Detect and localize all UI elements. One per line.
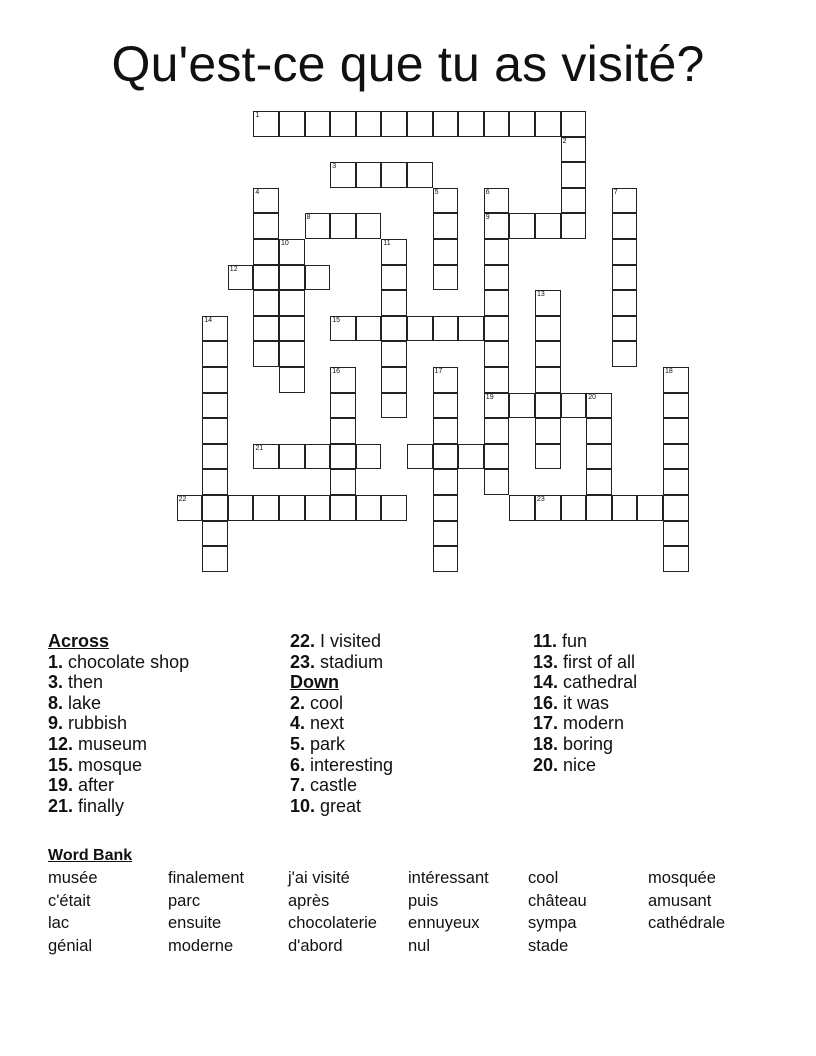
- clue-number: 3.: [48, 672, 64, 693]
- crossword-cell[interactable]: [330, 418, 356, 444]
- crossword-cell[interactable]: [637, 495, 663, 521]
- crossword-cell[interactable]: [253, 341, 279, 367]
- crossword-cell[interactable]: [305, 444, 331, 470]
- crossword-cell[interactable]: [356, 162, 382, 188]
- clue-number: 16.: [533, 692, 559, 713]
- clue-number: 18.: [533, 733, 559, 754]
- crossword-cell[interactable]: [433, 495, 459, 521]
- clue-number-label: 1: [255, 112, 260, 119]
- word-bank-item: c'était: [48, 891, 91, 910]
- crossword-cell[interactable]: [612, 239, 638, 265]
- word-bank-heading: Word Bank: [48, 847, 133, 864]
- clue-number-label: 18: [665, 368, 673, 375]
- crossword-cell[interactable]: [356, 213, 382, 239]
- crossword-cell[interactable]: [484, 393, 510, 419]
- crossword-cell[interactable]: [330, 162, 356, 188]
- crossword-cell[interactable]: [202, 367, 228, 393]
- crossword-cell[interactable]: [484, 316, 510, 342]
- clue-number-label: 7: [613, 188, 618, 196]
- crossword-cell[interactable]: [586, 393, 612, 419]
- crossword-cell[interactable]: [535, 444, 561, 470]
- clue-number: 19.: [48, 775, 74, 796]
- crossword-cell[interactable]: [509, 495, 535, 521]
- crossword-cell[interactable]: [663, 367, 689, 393]
- crossword-cell[interactable]: [509, 213, 535, 239]
- word-bank-item: ennuyeux: [408, 914, 480, 933]
- crossword-cell[interactable]: [535, 341, 561, 367]
- crossword-cell[interactable]: [458, 111, 484, 137]
- word-bank-item: parc: [168, 891, 201, 910]
- clue-number: 9.: [48, 713, 64, 734]
- crossword-cell[interactable]: [433, 469, 459, 495]
- crossword-cell[interactable]: [253, 265, 279, 291]
- crossword-cell[interactable]: [279, 111, 305, 137]
- crossword-cell[interactable]: [381, 495, 407, 521]
- clue-number: 2.: [290, 692, 306, 713]
- crossword-cell[interactable]: [484, 239, 510, 265]
- clue-text: park: [305, 733, 346, 754]
- crossword-cell[interactable]: [253, 111, 279, 137]
- clue-number: 11.: [533, 631, 558, 651]
- clue-number: 22.: [290, 631, 316, 651]
- crossword-cell[interactable]: [535, 367, 561, 393]
- clue-item: [533, 713, 637, 734]
- crossword-cell[interactable]: [253, 316, 279, 342]
- crossword-cell[interactable]: [561, 137, 587, 163]
- clue-number-label: 17: [434, 368, 443, 375]
- clue-text: boring: [558, 733, 614, 754]
- clues-column-2: [290, 631, 393, 816]
- crossword-cell[interactable]: [407, 444, 433, 470]
- clue-number: 15.: [48, 754, 74, 775]
- clue-text: cool: [305, 692, 344, 713]
- clue-number: 10.: [290, 795, 316, 816]
- crossword-cell[interactable]: [202, 521, 228, 547]
- crossword-cell[interactable]: [612, 213, 638, 239]
- crossword-cell[interactable]: [509, 111, 535, 137]
- clue-number: 23.: [290, 651, 316, 672]
- clues-column-1: [48, 631, 189, 816]
- crossword-cell[interactable]: [381, 316, 407, 342]
- crossword-cell[interactable]: [356, 111, 382, 137]
- word-bank-item: nul: [408, 936, 431, 955]
- crossword-cell[interactable]: [484, 444, 510, 470]
- crossword-cell[interactable]: [612, 495, 638, 521]
- crossword-cell[interactable]: [253, 188, 279, 214]
- clue-number-label: 20: [588, 393, 596, 401]
- clue-number-label: 19: [485, 393, 494, 401]
- crossword-cell[interactable]: [381, 239, 407, 265]
- crossword-cell[interactable]: [330, 367, 356, 393]
- crossword-cell[interactable]: [663, 418, 689, 444]
- clue-number: 14.: [533, 672, 559, 693]
- crossword-cell[interactable]: [484, 213, 510, 239]
- word-bank-item: j'ai visité: [288, 869, 350, 887]
- crossword-cell[interactable]: [561, 495, 587, 521]
- clue-item: [533, 734, 637, 755]
- clue-item: [48, 775, 189, 796]
- clue-number-label: 4: [255, 188, 260, 196]
- clue-number-label: 9: [485, 214, 490, 222]
- clue-text: great: [315, 795, 362, 816]
- crossword-cell[interactable]: [279, 444, 305, 470]
- crossword-cell[interactable]: [433, 393, 459, 419]
- word-bank-item: château: [528, 891, 587, 910]
- crossword-cell[interactable]: [458, 444, 484, 470]
- clue-item: [290, 652, 393, 673]
- crossword-cell[interactable]: [279, 316, 305, 342]
- crossword-cell[interactable]: [535, 393, 561, 419]
- clue-text: fun: [557, 631, 588, 651]
- crossword-cell[interactable]: [535, 213, 561, 239]
- clue-number-label: 22: [178, 496, 187, 503]
- clue-text: then: [63, 672, 104, 693]
- clue-item: [48, 713, 189, 734]
- crossword-cell[interactable]: [535, 111, 561, 137]
- clue-item: [533, 693, 637, 714]
- crossword-cell[interactable]: [407, 316, 433, 342]
- clue-item: [533, 755, 637, 776]
- word-bank-item: amusant: [648, 891, 712, 910]
- clue-number-label: 15: [332, 316, 340, 324]
- clue-number-label: 16: [332, 368, 340, 375]
- clue-text: lake: [63, 692, 102, 713]
- crossword-cell[interactable]: [433, 521, 459, 547]
- word-bank-item: chocolaterie: [288, 914, 377, 933]
- crossword-cell[interactable]: [663, 469, 689, 495]
- crossword-cell[interactable]: [433, 111, 459, 137]
- word-bank-item: cool: [528, 869, 559, 887]
- clue-number-label: 2: [562, 137, 567, 145]
- crossword-cell[interactable]: [458, 316, 484, 342]
- crossword-cell[interactable]: [484, 469, 510, 495]
- crossword-cell[interactable]: [433, 444, 459, 470]
- clue-text: cathedral: [558, 672, 638, 693]
- crossword-cell[interactable]: [330, 213, 356, 239]
- crossword-cell[interactable]: [509, 393, 535, 419]
- crossword-cell[interactable]: [202, 495, 228, 521]
- crossword-cell[interactable]: [586, 444, 612, 470]
- clue-number-label: 21: [255, 444, 264, 452]
- crossword-cell[interactable]: [279, 265, 305, 291]
- crossword-cell[interactable]: [253, 290, 279, 316]
- crossword-cell[interactable]: [253, 495, 279, 521]
- clue-item: [48, 672, 189, 693]
- crossword-cell[interactable]: [279, 495, 305, 521]
- crossword-cell[interactable]: [305, 213, 331, 239]
- crossword-cell[interactable]: [484, 367, 510, 393]
- crossword-cell[interactable]: [484, 341, 510, 367]
- clue-item: [48, 734, 189, 755]
- page-title: Qu'est-ce que tu as visité?: [111, 36, 705, 92]
- crossword-cell[interactable]: [433, 265, 459, 291]
- clue-number-label: 12: [229, 265, 238, 273]
- clue-number-label: 11: [383, 240, 391, 247]
- clue-number: 13.: [533, 651, 559, 672]
- clue-text: next: [305, 713, 345, 734]
- clue-item: [48, 693, 189, 714]
- word-bank-item: lac: [48, 914, 70, 933]
- crossword-cell[interactable]: [663, 521, 689, 547]
- clue-number-label: 10: [281, 240, 289, 247]
- crossword-cell[interactable]: [253, 444, 279, 470]
- crossword-cell[interactable]: [305, 265, 331, 291]
- crossword-cell[interactable]: [356, 495, 382, 521]
- crossword-cell[interactable]: [305, 111, 331, 137]
- crossword-cell[interactable]: [356, 444, 382, 470]
- clue-item: [290, 734, 393, 755]
- crossword-cell[interactable]: [381, 341, 407, 367]
- crossword-cell[interactable]: [202, 341, 228, 367]
- crossword-cell[interactable]: [561, 213, 587, 239]
- clue-number-label: 13: [537, 291, 545, 299]
- crossword-cell[interactable]: [279, 290, 305, 316]
- crossword-cell[interactable]: [253, 213, 279, 239]
- clue-number-label: 14: [204, 316, 212, 324]
- crossword-cell[interactable]: [330, 316, 356, 342]
- clue-item: [48, 796, 189, 817]
- crossword-cell[interactable]: [356, 316, 382, 342]
- clue-item: [290, 713, 393, 734]
- clue-number: 1.: [48, 651, 64, 672]
- clue-item: [533, 631, 637, 652]
- crossword-cell[interactable]: [253, 239, 279, 265]
- crossword-cell[interactable]: [433, 367, 459, 393]
- crossword-cell[interactable]: [663, 495, 689, 521]
- crossword-cell[interactable]: [561, 162, 587, 188]
- clue-item: [48, 755, 189, 776]
- crossword-cell[interactable]: [612, 290, 638, 316]
- crossword-cell[interactable]: [612, 265, 638, 291]
- word-bank-item: musée: [48, 869, 98, 887]
- clue-text: finally: [73, 795, 125, 816]
- crossword-cell[interactable]: [305, 495, 331, 521]
- clue-text: modern: [558, 713, 625, 734]
- clue-text: it was: [558, 692, 610, 713]
- clue-item: [48, 652, 189, 673]
- crossword-cell[interactable]: [484, 265, 510, 291]
- crossword-cell[interactable]: [433, 188, 459, 214]
- crossword-cell[interactable]: [330, 111, 356, 137]
- word-bank-item: moderne: [168, 936, 234, 955]
- crossword-cell[interactable]: [381, 162, 407, 188]
- crossword-cell[interactable]: [484, 418, 510, 444]
- crossword-cell[interactable]: [586, 418, 612, 444]
- word-bank-item: intéressant: [408, 869, 489, 887]
- clue-number-label: 6: [485, 188, 490, 196]
- word-bank-item: mosquée: [648, 869, 716, 887]
- crossword-cell[interactable]: [586, 495, 612, 521]
- clue-number-label: 23: [537, 496, 545, 503]
- crossword-cell[interactable]: [586, 469, 612, 495]
- clue-number: 12.: [48, 733, 74, 754]
- word-bank-item: ensuite: [168, 914, 222, 933]
- crossword-cell[interactable]: [279, 341, 305, 367]
- clue-text: museum: [73, 733, 148, 754]
- crossword-cell[interactable]: [535, 495, 561, 521]
- clue-text: first of all: [558, 651, 636, 672]
- clue-text: interesting: [305, 754, 394, 775]
- clue-number-label: 8: [306, 214, 311, 222]
- crossword-cell[interactable]: [484, 290, 510, 316]
- crossword-cell[interactable]: [433, 239, 459, 265]
- crossword-cell[interactable]: [381, 290, 407, 316]
- word-bank-item: d'abord: [288, 936, 343, 955]
- crossword-cell[interactable]: [381, 111, 407, 137]
- crossword-cell[interactable]: [330, 469, 356, 495]
- clue-item: [290, 631, 393, 652]
- clue-text: castle: [305, 775, 358, 796]
- word-bank-item: sympa: [528, 914, 577, 933]
- clues-column-3: [533, 631, 637, 775]
- clue-text: after: [73, 775, 115, 796]
- crossword-cell[interactable]: [202, 316, 228, 342]
- clue-text: I visited: [315, 631, 382, 651]
- crossword-cell[interactable]: [663, 546, 689, 572]
- clue-number: 4.: [290, 713, 306, 734]
- word-bank-item: génial: [48, 936, 93, 955]
- crossword-cell[interactable]: [381, 367, 407, 393]
- crossword-cell[interactable]: [279, 367, 305, 393]
- crossword-cell[interactable]: [535, 290, 561, 316]
- clue-number: 20.: [533, 754, 559, 775]
- crossword-cell[interactable]: [663, 444, 689, 470]
- clue-number-label: 5: [434, 188, 439, 196]
- crossword-cell[interactable]: [612, 341, 638, 367]
- crossword-cell[interactable]: [433, 546, 459, 572]
- crossword-cell[interactable]: [612, 188, 638, 214]
- crossword-cell[interactable]: [663, 393, 689, 419]
- word-bank-item: après: [288, 891, 330, 910]
- crossword-cell[interactable]: [202, 418, 228, 444]
- crossword-cell[interactable]: [330, 393, 356, 419]
- clue-number: 21.: [48, 795, 74, 816]
- crossword-cell[interactable]: [330, 495, 356, 521]
- crossword-cell[interactable]: [202, 546, 228, 572]
- crossword-cell[interactable]: [177, 495, 203, 521]
- crossword-cell[interactable]: [484, 188, 510, 214]
- crossword-cell[interactable]: [535, 418, 561, 444]
- clue-item: [290, 796, 393, 817]
- crossword-cell[interactable]: [279, 239, 305, 265]
- clue-text: nice: [558, 754, 597, 775]
- clue-number: 6.: [290, 754, 306, 775]
- crossword-cell[interactable]: [561, 393, 587, 419]
- crossword-cell[interactable]: [202, 469, 228, 495]
- word-bank-item: stade: [528, 936, 569, 955]
- clue-number: 5.: [290, 733, 306, 754]
- crossword-cell[interactable]: [228, 495, 254, 521]
- crossword-cell[interactable]: [612, 316, 638, 342]
- clue-item: [290, 775, 393, 796]
- clue-item: [533, 652, 637, 673]
- crossword-cell[interactable]: [561, 188, 587, 214]
- clue-section-heading: Across: [48, 631, 110, 651]
- word-bank-item: cathédrale: [648, 914, 726, 933]
- clue-text: mosque: [73, 754, 143, 775]
- crossword-cell[interactable]: [433, 316, 459, 342]
- clue-text: rubbish: [63, 713, 128, 734]
- crossword-cell[interactable]: [228, 265, 254, 291]
- clue-number: 8.: [48, 692, 64, 713]
- clue-number: 17.: [533, 713, 559, 734]
- crossword-cell[interactable]: [433, 213, 459, 239]
- crossword-cell[interactable]: [407, 111, 433, 137]
- clue-section-heading: Down: [290, 672, 339, 693]
- clue-item: [290, 755, 393, 776]
- word-bank-item: puis: [408, 891, 439, 910]
- clue-text: stadium: [315, 651, 384, 672]
- clue-text: chocolate shop: [63, 651, 190, 672]
- crossword-cell[interactable]: [484, 111, 510, 137]
- crossword-cell[interactable]: [202, 393, 228, 419]
- clue-item: [533, 672, 637, 693]
- crossword-cell[interactable]: [407, 162, 433, 188]
- crossword-cell[interactable]: [381, 265, 407, 291]
- crossword-cell[interactable]: [535, 316, 561, 342]
- clue-item: [290, 693, 393, 714]
- crossword-cell[interactable]: [202, 444, 228, 470]
- crossword-cell[interactable]: [381, 393, 407, 419]
- crossword-cell[interactable]: [561, 111, 587, 137]
- word-bank-item: finalement: [168, 869, 245, 887]
- clue-number-label: 3: [332, 163, 337, 171]
- crossword-cell[interactable]: [433, 418, 459, 444]
- crossword-cell[interactable]: [330, 444, 356, 470]
- clue-number: 7.: [290, 775, 306, 796]
